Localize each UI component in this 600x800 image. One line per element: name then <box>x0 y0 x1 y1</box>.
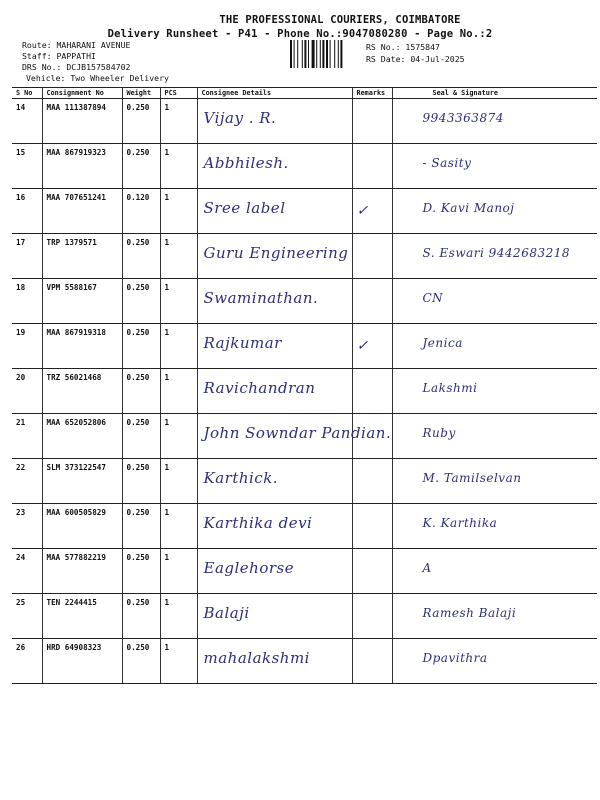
row-weight: 0.250 <box>126 463 150 472</box>
row-remark-cell <box>352 189 392 234</box>
row-consignee-cell <box>197 99 352 144</box>
row-consignee-cell <box>197 369 352 414</box>
row-consignment-no-cell <box>42 639 122 684</box>
row-remark-cell <box>352 414 392 459</box>
row-consignee-cell <box>197 234 352 279</box>
row-remark: ✓ <box>356 203 369 219</box>
row-weight-cell <box>122 144 160 189</box>
row-consignee-cell <box>197 279 352 324</box>
row-pcs-cell <box>160 369 197 414</box>
row-weight: 0.250 <box>126 643 150 652</box>
row-signature-cell <box>392 594 597 639</box>
row-consignment-no: MAA 707651241 <box>46 193 106 202</box>
row-pcs: 1 <box>164 508 170 517</box>
table-row <box>12 279 597 324</box>
row-signature-cell <box>392 504 597 549</box>
table-row <box>12 504 597 549</box>
row-consignee: John Sowndar Pandian. <box>203 424 392 442</box>
row-weight-cell <box>122 99 160 144</box>
row-weight-cell <box>122 549 160 594</box>
row-remark-cell <box>352 459 392 504</box>
row-sno-cell <box>12 369 42 414</box>
row-pcs: 1 <box>164 598 170 607</box>
row-sno-cell <box>12 279 42 324</box>
table-row <box>12 459 597 504</box>
table-row <box>12 234 597 279</box>
row-signature-cell <box>392 144 597 189</box>
row-weight-cell <box>122 594 160 639</box>
row-pcs: 1 <box>164 148 170 157</box>
row-signature-cell <box>392 369 597 414</box>
row-sno-cell <box>12 99 42 144</box>
row-sno: 15 <box>16 148 26 157</box>
row-sno: 23 <box>16 508 26 517</box>
row-pcs-cell <box>160 324 197 369</box>
row-pcs-cell <box>160 144 197 189</box>
row-consignment-no: MAA 577882219 <box>46 553 106 562</box>
table-row <box>12 324 597 369</box>
row-weight: 0.250 <box>126 418 150 427</box>
row-consignment-no: VPM 5588167 <box>46 283 97 292</box>
row-signature: M. Tamilselvan <box>422 471 522 485</box>
row-sno: 20 <box>16 373 26 382</box>
table-row <box>12 144 597 189</box>
route-label: Route: MAHARANI AVENUE <box>22 40 131 50</box>
vehicle-label: Vehicle: Two Wheeler Delivery <box>26 73 169 83</box>
row-sno-cell <box>12 189 42 234</box>
row-signature-cell <box>392 279 597 324</box>
row-signature-cell <box>392 549 597 594</box>
row-consignment-no-cell <box>42 594 122 639</box>
row-consignment-no: TRP 1379571 <box>46 238 97 247</box>
row-consignment-no-cell <box>42 234 122 279</box>
row-consignee: mahalakshmi <box>203 649 310 667</box>
row-sno: 14 <box>16 103 26 112</box>
row-sno-cell <box>12 594 42 639</box>
row-weight: 0.250 <box>126 148 150 157</box>
row-weight-cell <box>122 369 160 414</box>
row-pcs: 1 <box>164 283 170 292</box>
row-weight: 0.250 <box>126 328 150 337</box>
col-consignment-header: Consignment No <box>42 88 122 99</box>
row-signature-cell <box>392 234 597 279</box>
row-consignment-no-cell <box>42 504 122 549</box>
row-pcs-cell <box>160 459 197 504</box>
row-signature-cell <box>392 99 597 144</box>
row-consignment-no: MAA 867919323 <box>46 148 106 157</box>
row-remark-cell <box>352 234 392 279</box>
row-signature: 9943363874 <box>422 111 504 125</box>
row-consignment-no: TEN 2244415 <box>46 598 97 607</box>
row-consignee: Karthick. <box>203 469 279 487</box>
row-consignee: Vijay . R. <box>203 109 277 127</box>
row-pcs-cell <box>160 189 197 234</box>
row-sno-cell <box>12 459 42 504</box>
row-consignment-no-cell <box>42 459 122 504</box>
row-weight: 0.120 <box>126 193 150 202</box>
row-pcs: 1 <box>164 553 170 562</box>
row-remark-cell <box>352 369 392 414</box>
runsheet-table <box>12 87 597 684</box>
row-remark-cell <box>352 639 392 684</box>
row-pcs-cell <box>160 414 197 459</box>
row-consignment-no: MAA 652052806 <box>46 418 106 427</box>
row-weight: 0.250 <box>126 508 150 517</box>
row-signature: Lakshmi <box>422 381 478 395</box>
row-pcs-cell <box>160 504 197 549</box>
row-consignee-cell <box>197 459 352 504</box>
row-signature: K. Karthika <box>422 516 498 530</box>
row-signature: - Sasity <box>422 156 472 170</box>
row-pcs: 1 <box>164 193 170 202</box>
row-consignee-cell <box>197 324 352 369</box>
row-pcs-cell <box>160 279 197 324</box>
row-signature: Ramesh Balaji <box>422 606 517 620</box>
row-weight-cell <box>122 189 160 234</box>
row-consignment-no: MAA 111387894 <box>46 103 106 112</box>
row-pcs-cell <box>160 639 197 684</box>
row-weight-cell <box>122 504 160 549</box>
col-remarks-header: Remarks <box>352 88 392 99</box>
row-pcs: 1 <box>164 373 170 382</box>
row-pcs: 1 <box>164 328 170 337</box>
row-signature: S. Eswari 9442683218 <box>422 246 571 260</box>
row-consignee-cell <box>197 189 352 234</box>
table-row <box>12 549 597 594</box>
row-remark-cell <box>352 144 392 189</box>
row-sno-cell <box>12 414 42 459</box>
row-remark-cell <box>352 549 392 594</box>
row-consignee-cell <box>197 549 352 594</box>
row-pcs-cell <box>160 234 197 279</box>
row-sno-cell <box>12 504 42 549</box>
row-sno: 22 <box>16 463 26 472</box>
row-consignee-cell <box>197 414 392 459</box>
row-weight: 0.250 <box>126 373 150 382</box>
row-weight-cell <box>122 234 160 279</box>
row-remark-cell <box>352 324 392 369</box>
row-consignment-no-cell <box>42 279 122 324</box>
row-signature-cell <box>392 639 597 684</box>
row-remark: ✓ <box>356 338 369 354</box>
row-weight: 0.250 <box>126 553 150 562</box>
row-remark-cell <box>352 99 392 144</box>
row-weight: 0.250 <box>126 283 150 292</box>
row-consignee: Ravichandran <box>203 379 316 397</box>
row-consignee: Rajkumar <box>203 334 282 352</box>
row-signature: Ruby <box>422 426 456 440</box>
drs-number: DRS No.: DCJB157584702 <box>22 62 131 72</box>
row-consignment-no-cell <box>42 99 122 144</box>
barcode-image <box>290 40 358 68</box>
runsheet-title: Delivery Runsheet - P41 - Phone No.:9047080280 - Page No.:2 <box>107 28 493 40</box>
row-sno: 21 <box>16 418 26 427</box>
table-row <box>12 99 597 144</box>
row-consignment-no-cell <box>42 549 122 594</box>
row-remark-cell <box>352 504 392 549</box>
row-consignee-cell <box>197 504 352 549</box>
row-weight-cell <box>122 279 160 324</box>
row-sno: 17 <box>16 238 26 247</box>
row-weight-cell <box>122 639 160 684</box>
row-weight: 0.250 <box>126 598 150 607</box>
row-signature: Jenica <box>422 336 463 350</box>
row-sno: 25 <box>16 598 26 607</box>
row-pcs: 1 <box>164 418 170 427</box>
row-sno-cell <box>12 639 42 684</box>
col-sno-header: S No <box>12 88 42 99</box>
row-remark-cell <box>352 594 392 639</box>
row-signature-cell <box>392 414 597 459</box>
row-pcs: 1 <box>164 238 170 247</box>
row-pcs-cell <box>160 549 197 594</box>
row-consignment-no: TRZ 56021468 <box>46 373 102 382</box>
row-consignee: Eaglehorse <box>203 559 295 577</box>
row-consignee: Karthika devi <box>203 514 313 532</box>
col-consignee-header: Consignee Details <box>197 88 352 99</box>
row-consignment-no: SLM 373122547 <box>46 463 106 472</box>
row-consignee: Abbhilesh. <box>203 154 289 172</box>
row-pcs: 1 <box>164 643 170 652</box>
row-consignment-no-cell <box>42 189 122 234</box>
row-signature-cell <box>392 189 597 234</box>
row-weight-cell <box>122 414 160 459</box>
row-sno: 19 <box>16 328 26 337</box>
row-consignment-no-cell <box>42 144 122 189</box>
company-title: THE PROFESSIONAL COURIERS, COIMBATORE <box>219 14 461 26</box>
row-signature: CN <box>422 291 444 305</box>
row-sno: 18 <box>16 283 26 292</box>
row-weight: 0.250 <box>126 238 150 247</box>
row-consignee-cell <box>197 639 352 684</box>
row-weight-cell <box>122 324 160 369</box>
row-sno: 26 <box>16 643 26 652</box>
row-sno-cell <box>12 549 42 594</box>
col-signature-header: Seal & Signature <box>392 88 597 99</box>
row-consignment-no-cell <box>42 414 122 459</box>
row-consignment-no: MAA 867919318 <box>46 328 106 337</box>
row-consignment-no: MAA 600505829 <box>46 508 106 517</box>
col-pcs-header: PCS <box>160 88 197 99</box>
row-consignee-cell <box>197 594 352 639</box>
row-sno-cell <box>12 234 42 279</box>
row-consignment-no: HRD 64908323 <box>46 643 102 652</box>
table-row <box>12 414 597 459</box>
row-consignee-cell <box>197 144 352 189</box>
row-sno: 24 <box>16 553 26 562</box>
row-sno: 16 <box>16 193 26 202</box>
row-signature: Dpavithra <box>422 651 488 665</box>
row-signature-cell <box>392 324 597 369</box>
table-row <box>12 369 597 414</box>
row-pcs-cell <box>160 99 197 144</box>
table-row <box>12 594 597 639</box>
row-consignee: Balaji <box>203 604 250 622</box>
row-signature: D. Kavi Manoj <box>422 201 515 215</box>
staff-label: Staff: PAPPATHI <box>22 51 96 61</box>
row-signature-cell <box>392 459 597 504</box>
row-remark-cell <box>352 279 392 324</box>
row-pcs: 1 <box>164 103 170 112</box>
row-sno-cell <box>12 324 42 369</box>
row-pcs-cell <box>160 594 197 639</box>
row-weight: 0.250 <box>126 103 150 112</box>
row-weight-cell <box>122 459 160 504</box>
row-consignee: Sree label <box>203 199 286 217</box>
row-consignee: Guru Engineering <box>203 244 349 262</box>
table-header-row <box>12 88 597 99</box>
rs-date: RS Date: 04-Jul-2025 <box>366 54 465 64</box>
row-pcs: 1 <box>164 463 170 472</box>
row-consignment-no-cell <box>42 369 122 414</box>
col-weight-header: Weight <box>122 88 160 99</box>
row-signature: A <box>422 561 432 575</box>
table-row <box>12 639 597 684</box>
row-sno-cell <box>12 144 42 189</box>
row-consignment-no-cell <box>42 324 122 369</box>
rs-number: RS No.: 1575847 <box>366 42 440 52</box>
table-row <box>12 189 597 234</box>
row-consignee: Swaminathan. <box>203 289 319 307</box>
